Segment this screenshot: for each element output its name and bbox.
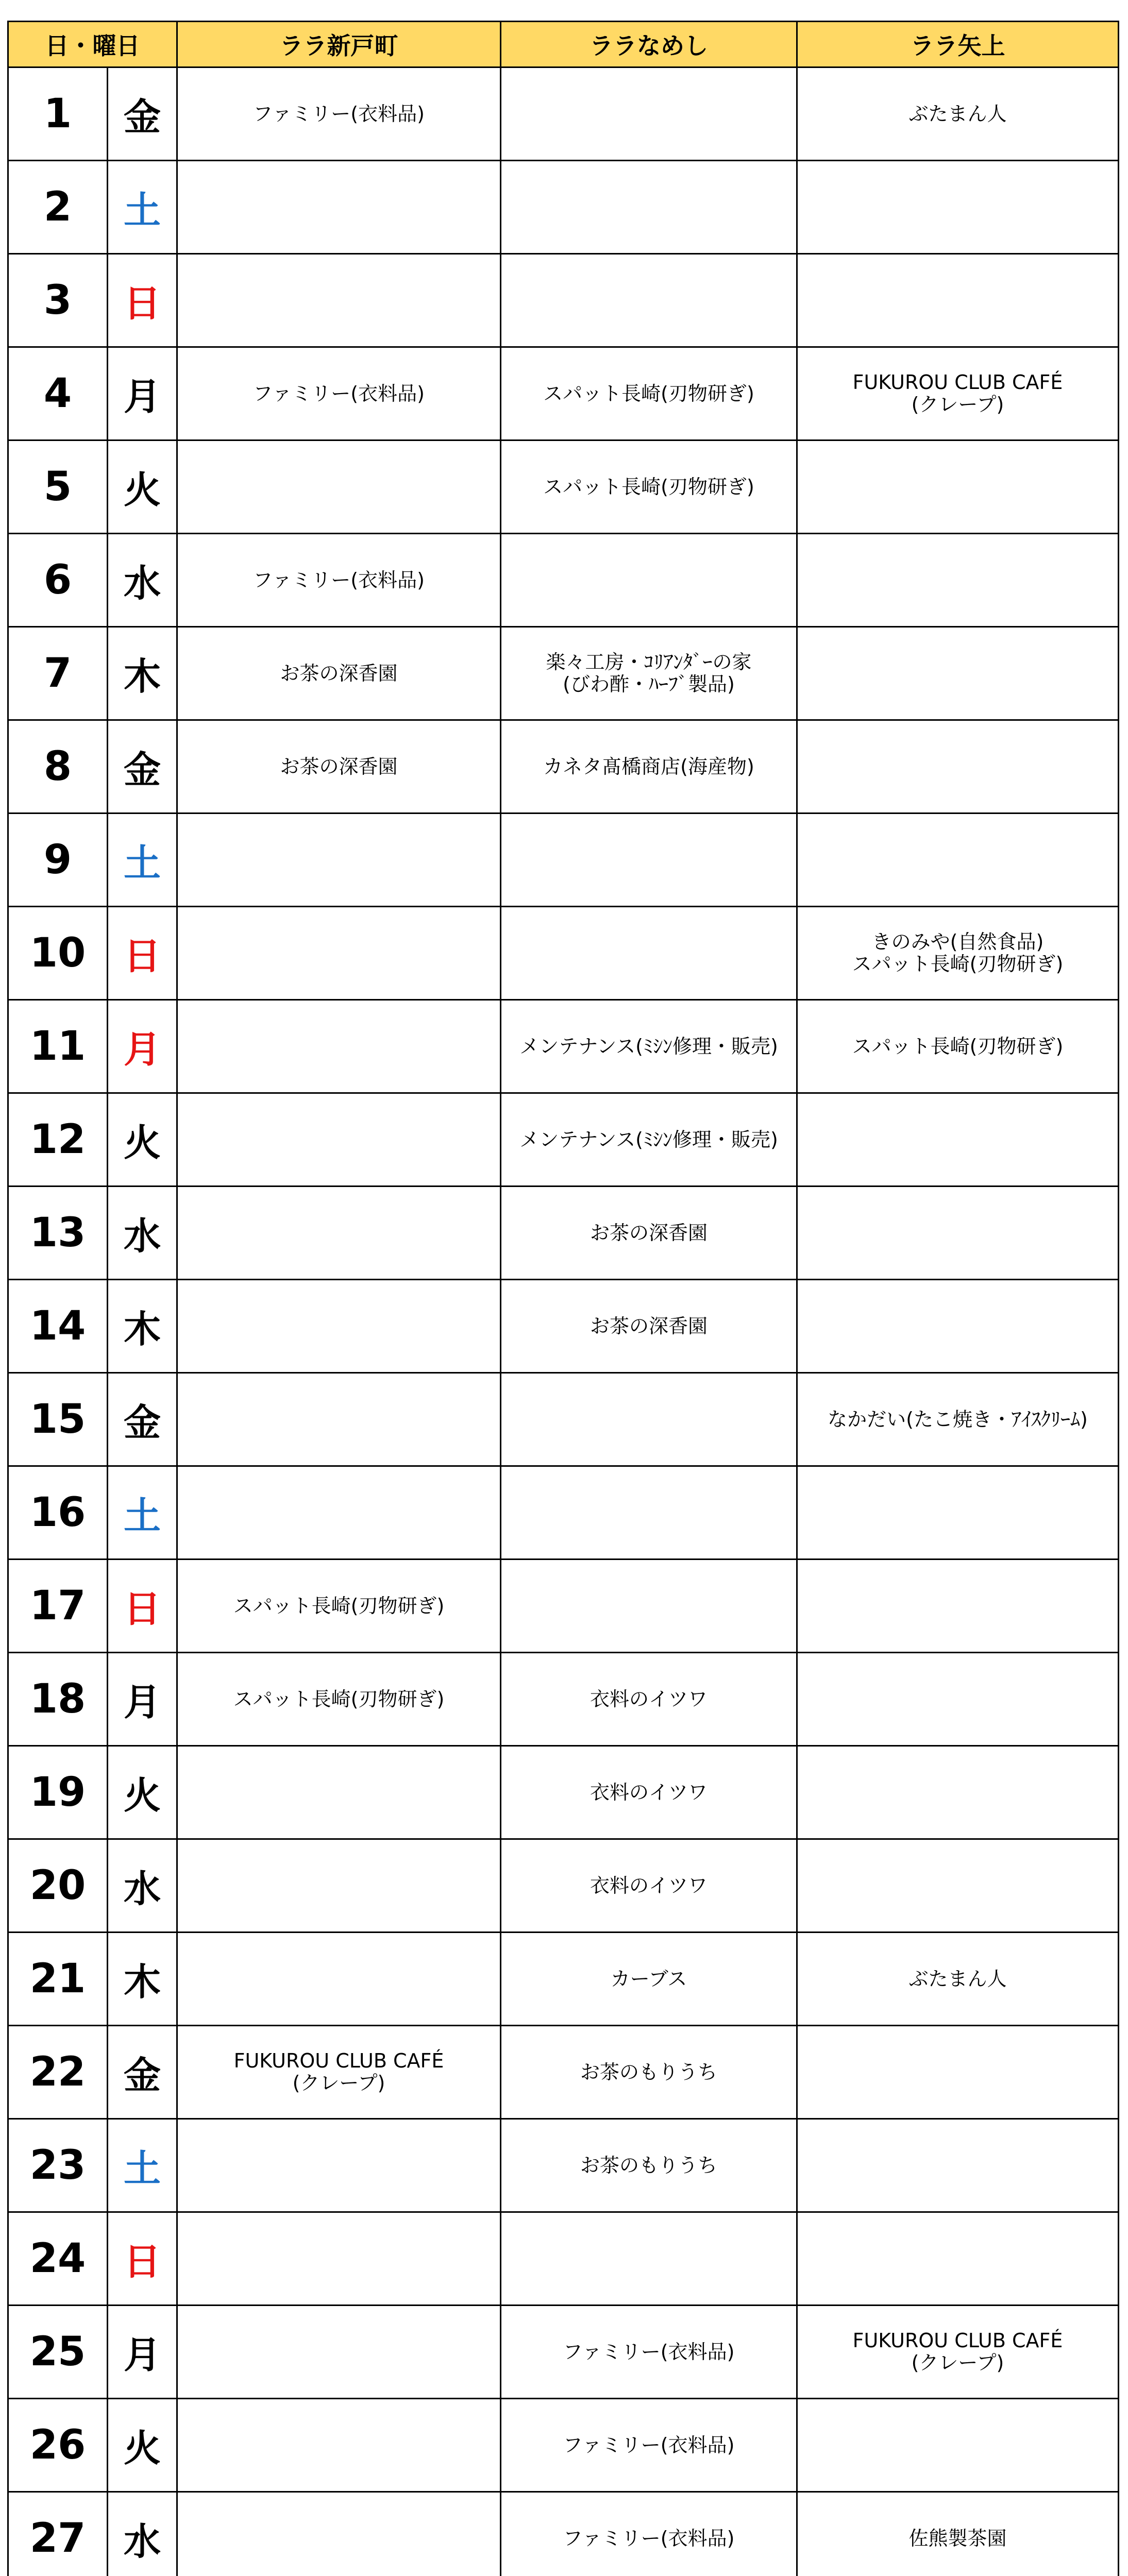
table-row	[8, 440, 1119, 534]
cell-store-yagami	[797, 2119, 1119, 2212]
day-number: 22	[8, 2026, 108, 2119]
cell-store-nameshi: 楽々工房・ｺﾘｱﾝﾀﾞｰの家 (びわ酢・ﾊｰﾌﾞ製品)	[501, 627, 797, 720]
cell-store-yagami	[797, 161, 1119, 254]
day-number: 8	[8, 720, 108, 814]
cell-store-yagami	[797, 2212, 1119, 2306]
cell-store-shintomachi	[177, 1187, 501, 1280]
cell-store-nameshi	[501, 161, 797, 254]
day-number: 1	[8, 67, 108, 161]
cell-store-nameshi: ファミリー(衣料品)	[501, 2306, 797, 2399]
cell-store-yagami	[797, 1280, 1119, 1373]
cell-store-nameshi: 衣料のイツワ	[501, 1746, 797, 1839]
day-number: 20	[8, 1839, 108, 1933]
day-number: 6	[8, 534, 108, 627]
day-number: 4	[8, 347, 108, 440]
cell-store-shintomachi	[177, 1093, 501, 1187]
weekday-label: 金	[108, 2026, 177, 2119]
table-row	[8, 907, 1119, 1000]
day-number: 9	[8, 814, 108, 907]
table-row	[8, 720, 1119, 814]
table-row	[8, 347, 1119, 440]
cell-store-nameshi	[501, 254, 797, 347]
weekday-label: 金	[108, 67, 177, 161]
table-row	[8, 1187, 1119, 1280]
day-number: 11	[8, 1000, 108, 1093]
table-row	[8, 161, 1119, 254]
table-row	[8, 1466, 1119, 1560]
cell-store-nameshi: 衣料のイツワ	[501, 1653, 797, 1746]
weekday-label: 水	[108, 2492, 177, 2576]
cell-store-nameshi: お茶の深香園	[501, 1187, 797, 1280]
cell-store-nameshi: お茶のもりうち	[501, 2026, 797, 2119]
weekday-label: 金	[108, 1373, 177, 1466]
weekday-label: 木	[108, 1933, 177, 2026]
header-store-yagami: ララ矢上	[797, 22, 1119, 67]
cell-store-nameshi	[501, 907, 797, 1000]
weekday-label: 日	[108, 1560, 177, 1653]
cell-store-yagami	[797, 627, 1119, 720]
cell-store-shintomachi	[177, 2306, 501, 2399]
cell-store-yagami: スパット長崎(刃物研ぎ)	[797, 1000, 1119, 1093]
cell-store-shintomachi	[177, 1280, 501, 1373]
table-row	[8, 814, 1119, 907]
cell-store-nameshi	[501, 2212, 797, 2306]
weekday-label: 水	[108, 1839, 177, 1933]
cell-store-nameshi: カーブス	[501, 1933, 797, 2026]
header-date-day: 日・曜日	[8, 22, 177, 67]
cell-store-shintomachi	[177, 1839, 501, 1933]
cell-store-shintomachi: ファミリー(衣料品)	[177, 347, 501, 440]
cell-store-shintomachi	[177, 1466, 501, 1560]
cell-store-nameshi	[501, 67, 797, 161]
table-row	[8, 1280, 1119, 1373]
header-store-shintomachi: ララ新戸町	[177, 22, 501, 67]
cell-store-nameshi: メンテナンス(ﾐｼﾝ修理・販売)	[501, 1093, 797, 1187]
cell-store-nameshi: ファミリー(衣料品)	[501, 2399, 797, 2492]
weekday-label: 水	[108, 1187, 177, 1280]
day-number: 26	[8, 2399, 108, 2492]
weekday-label: 火	[108, 1093, 177, 1187]
weekday-label: 日	[108, 2212, 177, 2306]
cell-store-shintomachi	[177, 1000, 501, 1093]
cell-store-yagami	[797, 440, 1119, 534]
day-number: 25	[8, 2306, 108, 2399]
weekday-label: 火	[108, 2399, 177, 2492]
table-row	[8, 1560, 1119, 1653]
cell-store-nameshi: ファミリー(衣料品)	[501, 2492, 797, 2576]
table-row	[8, 2119, 1119, 2212]
weekday-label: 日	[108, 907, 177, 1000]
table-row	[8, 2212, 1119, 2306]
cell-store-nameshi: お茶のもりうち	[501, 2119, 797, 2212]
cell-store-yagami: なかだい(たこ焼き・ｱｲｽｸﾘｰﾑ)	[797, 1373, 1119, 1466]
cell-store-shintomachi	[177, 161, 501, 254]
cell-store-yagami: ぶたまん人	[797, 1933, 1119, 2026]
day-number: 10	[8, 907, 108, 1000]
cell-store-shintomachi	[177, 1746, 501, 1839]
table-row	[8, 1746, 1119, 1839]
cell-store-yagami	[797, 1839, 1119, 1933]
cell-store-shintomachi	[177, 907, 501, 1000]
weekday-label: 土	[108, 2119, 177, 2212]
cell-store-yagami	[797, 1187, 1119, 1280]
table-row	[8, 2306, 1119, 2399]
cell-store-shintomachi: FUKUROU CLUB CAFÉ (クレープ)	[177, 2026, 501, 2119]
day-number: 14	[8, 1280, 108, 1373]
cell-store-nameshi	[501, 1466, 797, 1560]
weekday-label: 月	[108, 1653, 177, 1746]
cell-store-nameshi: スパット長崎(刃物研ぎ)	[501, 440, 797, 534]
cell-store-yagami	[797, 1466, 1119, 1560]
table-row	[8, 534, 1119, 627]
day-number: 5	[8, 440, 108, 534]
weekday-label: 日	[108, 254, 177, 347]
table-row	[8, 627, 1119, 720]
cell-store-yagami: FUKUROU CLUB CAFÉ (クレープ)	[797, 347, 1119, 440]
table-row	[8, 254, 1119, 347]
table-row	[8, 2026, 1119, 2119]
weekday-label: 月	[108, 1000, 177, 1093]
cell-store-yagami	[797, 1560, 1119, 1653]
cell-store-nameshi: カネタ髙橋商店(海産物)	[501, 720, 797, 814]
cell-store-shintomachi: ファミリー(衣料品)	[177, 67, 501, 161]
cell-store-yagami	[797, 2399, 1119, 2492]
weekday-label: 木	[108, 627, 177, 720]
day-number: 24	[8, 2212, 108, 2306]
cell-store-shintomachi	[177, 2212, 501, 2306]
weekday-label: 木	[108, 1280, 177, 1373]
cell-store-nameshi	[501, 1560, 797, 1653]
header-row	[8, 22, 1119, 67]
schedule-body	[8, 67, 1119, 2576]
cell-store-shintomachi: お茶の深香園	[177, 720, 501, 814]
cell-store-shintomachi	[177, 1373, 501, 1466]
day-number: 3	[8, 254, 108, 347]
cell-store-nameshi: お茶の深香園	[501, 1280, 797, 1373]
cell-store-yagami	[797, 1093, 1119, 1187]
cell-store-shintomachi	[177, 2119, 501, 2212]
cell-store-yagami	[797, 2026, 1119, 2119]
cell-store-shintomachi	[177, 254, 501, 347]
table-row	[8, 67, 1119, 161]
day-number: 18	[8, 1653, 108, 1746]
cell-store-yagami	[797, 720, 1119, 814]
cell-store-nameshi: スパット長崎(刃物研ぎ)	[501, 347, 797, 440]
weekday-label: 土	[108, 814, 177, 907]
table-row	[8, 1000, 1119, 1093]
cell-store-yagami: FUKUROU CLUB CAFÉ (クレープ)	[797, 2306, 1119, 2399]
weekday-label: 月	[108, 347, 177, 440]
cell-store-nameshi	[501, 814, 797, 907]
cell-store-yagami	[797, 1653, 1119, 1746]
cell-store-yagami	[797, 254, 1119, 347]
day-number: 15	[8, 1373, 108, 1466]
table-row	[8, 1839, 1119, 1933]
table-row	[8, 1653, 1119, 1746]
cell-store-shintomachi: ファミリー(衣料品)	[177, 534, 501, 627]
schedule-sheet	[7, 21, 1119, 2576]
cell-store-yagami	[797, 814, 1119, 907]
cell-store-shintomachi: お茶の深香園	[177, 627, 501, 720]
cell-store-shintomachi	[177, 1933, 501, 2026]
weekday-label: 土	[108, 161, 177, 254]
table-row	[8, 1933, 1119, 2026]
cell-store-shintomachi	[177, 440, 501, 534]
day-number: 27	[8, 2492, 108, 2576]
day-number: 13	[8, 1187, 108, 1280]
weekday-label: 水	[108, 534, 177, 627]
cell-store-shintomachi	[177, 2492, 501, 2576]
cell-store-shintomachi	[177, 814, 501, 907]
table-row	[8, 1373, 1119, 1466]
weekday-label: 火	[108, 1746, 177, 1839]
cell-store-nameshi: 衣料のイツワ	[501, 1839, 797, 1933]
weekday-label: 火	[108, 440, 177, 534]
weekday-label: 土	[108, 1466, 177, 1560]
day-number: 23	[8, 2119, 108, 2212]
day-number: 12	[8, 1093, 108, 1187]
cell-store-yagami: きのみや(自然食品) スパット長崎(刃物研ぎ)	[797, 907, 1119, 1000]
weekday-label: 金	[108, 720, 177, 814]
table-row	[8, 2492, 1119, 2576]
cell-store-yagami	[797, 534, 1119, 627]
cell-store-yagami: ぶたまん人	[797, 67, 1119, 161]
day-number: 17	[8, 1560, 108, 1653]
cell-store-yagami: 佐熊製茶園	[797, 2492, 1119, 2576]
day-number: 16	[8, 1466, 108, 1560]
cell-store-shintomachi	[177, 2399, 501, 2492]
day-number: 7	[8, 627, 108, 720]
header-store-nameshi: ララなめし	[501, 22, 797, 67]
cell-store-nameshi	[501, 534, 797, 627]
day-number: 19	[8, 1746, 108, 1839]
cell-store-shintomachi: スパット長崎(刃物研ぎ)	[177, 1653, 501, 1746]
weekday-label: 月	[108, 2306, 177, 2399]
cell-store-nameshi: メンテナンス(ﾐｼﾝ修理・販売)	[501, 1000, 797, 1093]
table-row	[8, 2399, 1119, 2492]
day-number: 21	[8, 1933, 108, 2026]
table-row	[8, 1093, 1119, 1187]
day-number: 2	[8, 161, 108, 254]
cell-store-yagami	[797, 1746, 1119, 1839]
cell-store-shintomachi: スパット長崎(刃物研ぎ)	[177, 1560, 501, 1653]
schedule-table	[7, 21, 1119, 2576]
cell-store-nameshi	[501, 1373, 797, 1466]
